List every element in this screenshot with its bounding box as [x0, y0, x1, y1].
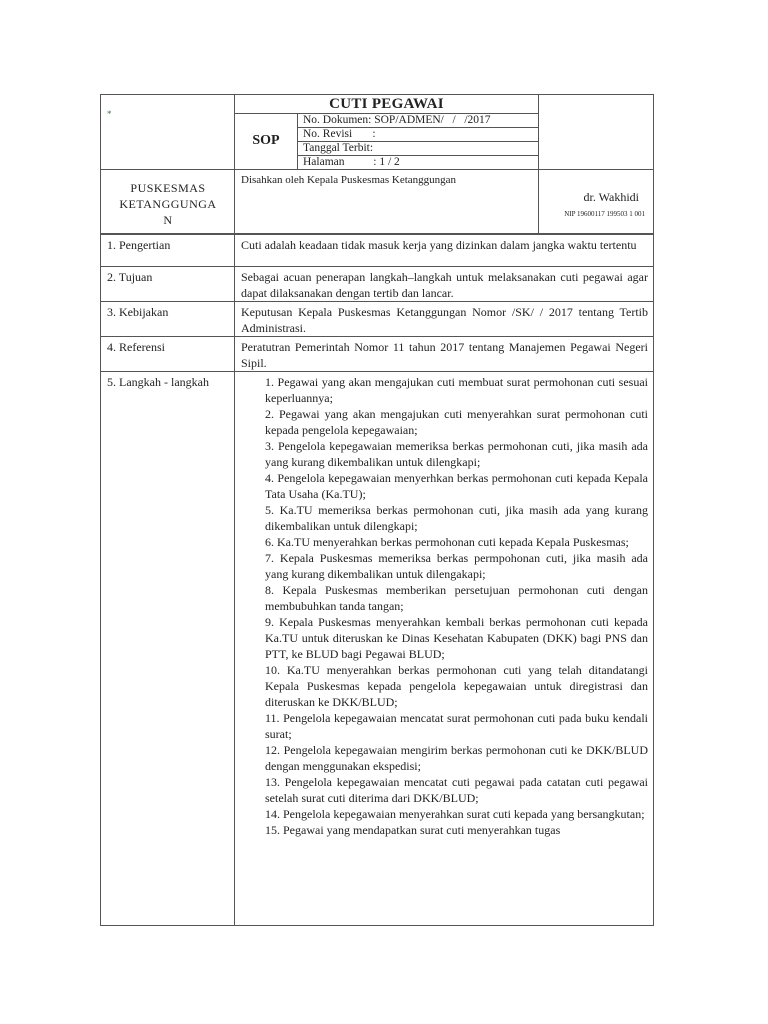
step-item: 5. Ka.TU memeriksa berkas permohonan cuti, jika masih ada yang kurang dikembalikan untuk dilengkapi;: [265, 503, 648, 533]
step-item: 3. Pengelola kepegawaian memeriksa berkas permohonan cuti, jika masih ada yang kurang dikembalikan untuk dilengkapi;: [265, 439, 648, 469]
sop-label: SOP: [252, 133, 280, 148]
sop-header: [100, 94, 654, 170]
step-item: 2. Pegawai yang akan mengajukan cuti menyerahkan surat permohonan cuti kepada pengelola kepegawaian;: [265, 407, 648, 437]
step-item: 11. Pengelola kepegawaian mencatat surat permohonan cuti pada buku kendali surat;: [265, 711, 648, 741]
section-text: Sebagai acuan penerapan langkah–langkah untuk melaksanakan cuti pegawai agar dapat dilaksanakan dengan tertib dan lancar.: [235, 267, 654, 302]
organization-name: [101, 170, 235, 233]
sop-body-table: [100, 234, 654, 926]
logo-mark: *: [107, 109, 112, 119]
section-text: Keputusan Kepala Puskesmas Ketanggungan Nomor /SK/ / 2017 tentang Tertib Administrasi.: [235, 302, 654, 337]
approval-row: [100, 170, 654, 234]
section-label: 4. Referensi: [101, 337, 235, 372]
section-label: 2. Tujuan: [101, 267, 235, 302]
step-item: 7. Kepala Puskesmas memeriksa berkas permpohonan cuti, jika masih ada yang kurang dikembalikan untuk dilengakapi;: [265, 551, 648, 581]
step-item: 9. Kepala Puskesmas menyerahkan kembali berkas permohonan cuti kepada Ka.TU untuk diteruskan ke Dinas Kesehatan Kabupaten (DKK) bagi PNS dan PTT, ke BLUD bagi Pegawai BLUD;: [265, 615, 648, 661]
signer-nip: NIP 19600117 199503 1 001: [564, 210, 645, 218]
section-text: Cuti adalah keadaan tidak masuk kerja yang dizinkan dalam jangka waktu tertentu: [235, 235, 654, 267]
step-item: 8. Kepala Puskesmas memberikan persetujuan permohonan cuti dengan membubuhkan tanda tangan;: [265, 583, 648, 613]
step-item: 15. Pegawai yang mendapatkan surat cuti menyerahkan tugas: [265, 823, 561, 837]
step-item: 1. Pegawai yang akan mengajukan cuti membuat surat permohonan cuti sesuai keperluannya;: [265, 375, 648, 405]
signer-name: dr. Wakhidi: [583, 190, 639, 204]
step-item: 14. Pengelola kepegawaian menyerahkan surat cuti kepada yang bersangkutan;: [265, 807, 645, 821]
section-row: [101, 235, 654, 267]
document-title: CUTI PEGAWAI: [329, 96, 444, 112]
section-row: [101, 337, 654, 372]
section-text: Peratutran Pemerintah Nomor 11 tahun 2017 tentang Manajemen Pegawai Negeri Sipil.: [235, 337, 654, 372]
section-label: 3. Kebijakan: [101, 302, 235, 337]
steps-list: [235, 372, 654, 926]
steps-label: 5. Langkah - langkah: [101, 372, 235, 926]
halaman: Halaman : 1 / 2: [303, 156, 400, 168]
step-item: 13. Pengelola kepegawaian mencatat cuti pegawai pada catatan cuti pegawai setelah surat cuti diterima dari DKK/BLUD;: [265, 775, 648, 805]
org-line-1: PUSKESMAS: [130, 181, 206, 195]
section-row: [101, 267, 654, 302]
section-row: [101, 302, 654, 337]
approved-by: Disahkan oleh Kepala Puskesmas Ketanggungan: [241, 174, 457, 186]
tanggal-terbit: Tanggal Terbit:: [303, 142, 374, 154]
org-line-2: KETANGGUNGA: [119, 197, 217, 211]
step-item: 10. Ka.TU menyerahkan berkas permohonan cuti yang telah ditandatangi Kepala Puskesmas kepada pengelola kepegawaian untuk diregistrasi dan diteruskan ke DKK/BLUD;: [265, 663, 648, 709]
no-dokumen: No. Dokumen: SOP/ADMEN/ / /2017: [303, 114, 491, 126]
sop-document: [100, 94, 654, 926]
org-line-3: N: [163, 213, 173, 227]
step-item: 4. Pengelola kepegawaian menyerhkan berkas permohonan cuti kepada Kepala Tata Usaha (Ka.TU);: [265, 471, 648, 501]
section-label: 1. Pengertian: [101, 235, 235, 267]
step-item: 6. Ka.TU menyerahkan berkas permohonan cuti kepada Kepala Puskesmas;: [265, 535, 629, 549]
steps-row: [101, 372, 654, 926]
step-item: 12. Pengelola kepegawaian mengirim berkas permohonan cuti ke DKK/BLUD dengan menggunakan ekspedisi;: [265, 743, 648, 773]
no-revisi: No. Revisi :: [303, 128, 376, 140]
